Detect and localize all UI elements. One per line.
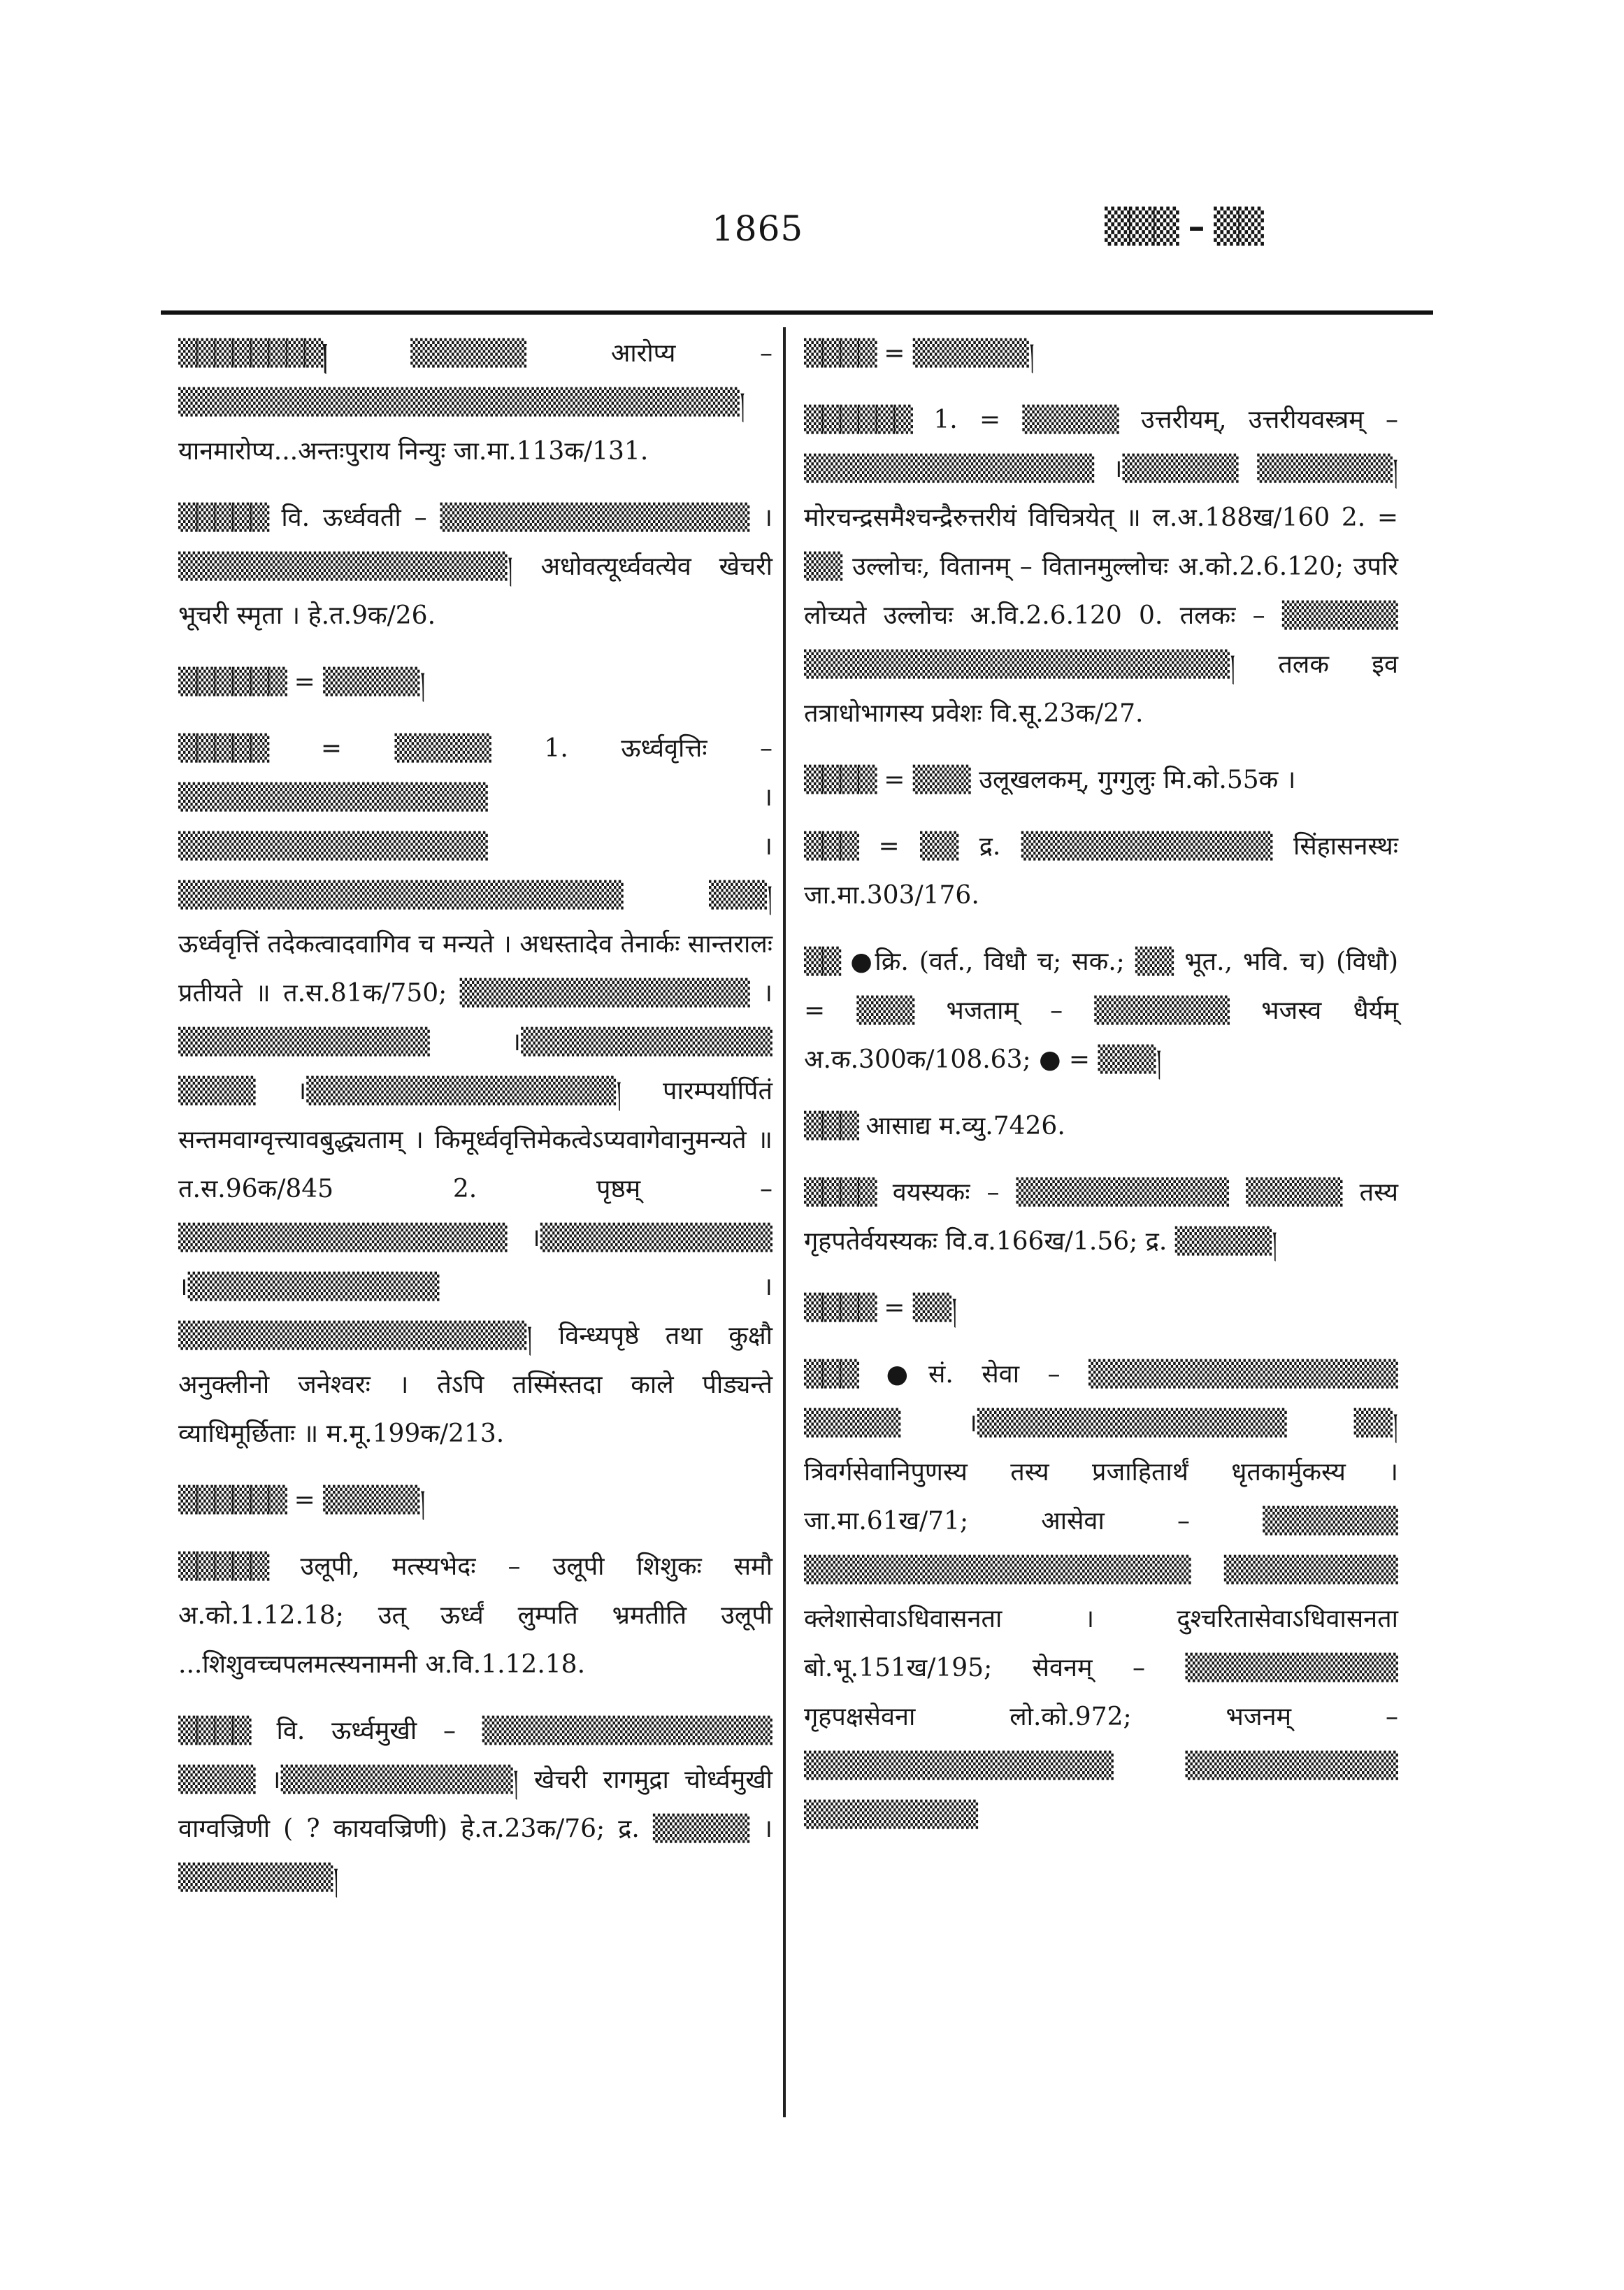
dictionary-entry <box>804 755 1398 805</box>
entry-definition: 1. = ▒▒▒▒▒ उत्तरीयम्, उत्तरीयवस्त्रम् – ▒▒▒▒▒▒▒▒▒▒▒▒▒▒▒ ।▒▒▒▒▒▒ ▒▒▒▒▒▒▒། मोरचन्द्रसमैश्चन्द्रैरुत्तरीयं विचित्रयेत् ॥ ल.अ.188ख/160 2. = ▒▒ उल्लोचः, वितानम् – वितानमुल्लोचः अ.को.2.6.120; उपरि लोच्यते उल्लोचः अ.वि.2.6.120 0. तलकः – ▒▒▒▒▒▒ ▒▒▒▒▒▒▒▒▒▒▒▒▒▒▒▒▒▒▒▒▒▒། तलक इव तत्राधोभागस्य प्रवेशः वि.सू.23क/27. <box>804 406 1398 728</box>
entry-definition: ●सं. सेवा – ▒▒▒▒▒▒▒▒▒▒▒▒▒▒▒▒ ▒▒▒▒▒ ।▒▒▒▒▒▒▒▒▒▒▒▒▒▒▒▒ ▒▒། त्रिवर्गसेवानिपुणस्य तस्य प्रजाहितार्थं धृतकार्मुकस्य । जा.मा.61ख/71; आसेवा – ▒▒▒▒▒▒▒ ▒▒▒▒▒▒▒▒▒▒▒▒▒▒▒▒▒▒▒▒ ▒▒▒▒▒▒▒▒▒ क्लेशासेवाऽधिवासनता । दुश्चरितासेवाऽधिवासनता बो.भू.151ख/195; सेवनम् – ▒▒▒▒▒▒▒▒▒▒▒ गृहपक्षसेवना लो.को.972; भजनम् – ▒▒▒▒▒▒▒▒▒▒▒▒▒▒▒▒ ▒▒▒▒▒▒▒▒▒▒▒ ▒▒▒▒▒▒▒▒▒ <box>804 1360 1398 1829</box>
entry-headword: ▒▒▒▒▒▒ <box>178 1485 287 1515</box>
entry-definition: = ▒▒▒▒▒། <box>294 668 426 696</box>
entry-headword: ▒▒▒▒ <box>804 338 876 368</box>
entry-headword: ▒▒▒▒ <box>804 1293 876 1322</box>
dictionary-entry <box>804 329 1398 378</box>
entry-headword: ▒▒▒▒▒ <box>178 1552 268 1581</box>
dictionary-entry <box>178 1706 773 1903</box>
header-rule <box>161 310 1433 315</box>
entry-headword: ▒▒▒▒▒▒ <box>804 405 912 434</box>
entry-headword: ▒▒▒ <box>804 1111 858 1140</box>
entry-definition: आसाद्य म.व्यु.7426. <box>865 1112 1065 1140</box>
left-column <box>178 329 773 1919</box>
entry-headword: ▒▒▒ <box>804 831 858 861</box>
entry-definition: वि. ऊर्ध्वमुखी – ▒▒▒▒▒▒▒▒▒▒▒▒▒▒▒ ▒▒▒▒ ।▒▒▒▒▒▒▒▒▒▒▒▒། खेचरी रागमुद्रा चोर्ध्वमुखी वाग्वज्रिणी ( ? कायवज्रिणी) हे.त.23क/76; द्र. ▒▒▒▒▒ ।▒▒▒▒▒▒▒▒། <box>178 1717 773 1892</box>
dictionary-entry <box>804 937 1398 1085</box>
dictionary-entry <box>804 1101 1398 1151</box>
entry-definition: वयस्यकः – ▒▒▒▒▒▒▒▒▒▒▒ ▒▒▒▒▒ तस्य गृहपतेर्वयस्यकः वि.व.166ख/1.56; द्र. ▒▒▒▒▒། <box>804 1178 1398 1256</box>
entry-definition: उलूपी, मत्स्यभेदः – उलूपी शिशुकः समौ अ.को.1.12.18; उत् ऊर्ध्वं लुम्पति भ्रमतीति उलूपी ...शिशुवच्चपलमत्स्यनामनी अ.वि.1.12.18. <box>178 1552 773 1679</box>
dictionary-entry <box>804 395 1398 738</box>
entry-headword: ▒▒▒▒▒▒▒▒། <box>178 338 326 368</box>
dictionary-entry <box>804 1350 1398 1840</box>
entry-headword: ▒▒▒▒▒▒ <box>178 667 287 696</box>
entry-definition: वि. ऊर्ध्ववती – ▒▒▒▒▒▒▒▒▒▒▒▒▒▒▒▒ ।▒▒▒▒▒▒▒▒▒▒▒▒▒▒▒▒▒། अधोवत्यूर्ध्ववत्येव खेचरी भूचरी स्मृता । हे.त.9क/26. <box>178 503 773 630</box>
entry-definition: ▒▒▒▒▒▒ आरोप्य – ▒▒▒▒▒▒▒▒▒▒▒▒▒▒▒▒▒▒▒▒▒▒▒▒▒▒▒▒▒། यानमारोप्य...अन्तःपुराय निन्युः जा.मा.113क/131. <box>178 339 773 466</box>
dictionary-entry <box>804 1283 1398 1333</box>
page-number: 1865 <box>712 208 804 249</box>
dictionary-entry <box>178 329 773 476</box>
entry-headword: ▒▒▒▒ <box>804 765 876 794</box>
column-divider <box>783 327 786 2117</box>
entry-definition: = ▒▒▒▒▒▒། <box>884 339 1035 368</box>
dictionary-entry <box>804 1168 1398 1266</box>
dictionary-entry <box>178 1475 773 1525</box>
entry-definition: = ▒▒▒ उलूखलकम्, गुग्गुलुः मि.को.55क । <box>884 766 1296 794</box>
entry-headword: ▒▒▒ <box>804 1359 858 1389</box>
running-header: ▒▒▒ – ▒▒ <box>1105 207 1263 246</box>
entry-definition: = ▒▒ द्र. ▒▒▒▒▒▒▒▒▒▒▒▒▒ सिंहासनस्थः जा.मा.303/176. <box>804 832 1398 910</box>
entry-definition: ●क्रि. (वर्त., विधौ च; सक.; ▒▒ भूत., भवि. च) (विधौ) = ▒▒▒ भजताम् – ▒▒▒▒▒▒▒ भजस्व धैर्यम् अ.क.300क/108.63; ● = ▒▒▒། <box>804 947 1398 1074</box>
dictionary-entry <box>178 1542 773 1689</box>
right-column <box>804 329 1398 1856</box>
dictionary-entry <box>178 724 773 1459</box>
entry-definition: = ▒▒▒▒▒ 1. ऊर्ध्ववृत्तिः – ▒▒▒▒▒▒▒▒▒▒▒▒▒▒▒▒ ।▒▒▒▒▒▒▒▒▒▒▒▒▒▒▒▒ ।▒▒▒▒▒▒▒▒▒▒▒▒▒▒▒▒▒▒▒▒▒▒▒ ▒▒▒། ऊर्ध्ववृत्तिं तदेकत्वादवागिव च मन्यते । अधस्तादेव तेनार्कः सान्तरालः प्रतीयते ॥ त.स.81क/750; ▒▒▒▒▒▒▒▒▒▒▒▒▒▒▒ ।▒▒▒▒▒▒▒▒▒▒▒▒▒ ।▒▒▒▒▒▒▒▒▒▒▒▒▒ ▒▒▒▒ ।▒▒▒▒▒▒▒▒▒▒▒▒▒▒▒▒། पारम्पर्यार्पितं सन्तमवाग्वृत्त्यावबुद्ध्यताम् । किमूर्ध्ववृत्तिमेकत्वेऽप्यवागेवानुमन्यते ॥ त.स.96क/845 2. पृष्ठम् – ▒▒▒▒▒▒▒▒▒▒▒▒▒▒▒▒▒ ।▒▒▒▒▒▒▒▒▒▒▒▒ ।▒▒▒▒▒▒▒▒▒▒▒▒▒ ।▒▒▒▒▒▒▒▒▒▒▒▒▒▒▒▒▒▒། विन्ध्यपृष्ठे तथा कुक्षौ अनुक्लीनो जनेश्वरः । तेऽपि तस्मिंस्तदा काले पीड्यन्ते व्याधिमूर्छिताः ॥ म.मू.199क/213. <box>178 734 773 1448</box>
dictionary-entry <box>178 657 773 707</box>
entry-definition: = ▒▒། <box>884 1294 958 1322</box>
entry-definition: = ▒▒▒▒▒། <box>294 1486 426 1515</box>
dictionary-entry <box>804 822 1398 920</box>
entry-headword: ▒▒▒▒ <box>804 1178 876 1207</box>
entry-headword: ▒▒▒▒▒ <box>178 503 268 532</box>
entry-headword: ▒▒▒▒ <box>178 1716 250 1745</box>
entry-headword: ▒▒▒▒▒ <box>178 733 268 763</box>
dictionary-entry <box>178 493 773 641</box>
entry-headword: ▒▒ <box>804 947 840 976</box>
